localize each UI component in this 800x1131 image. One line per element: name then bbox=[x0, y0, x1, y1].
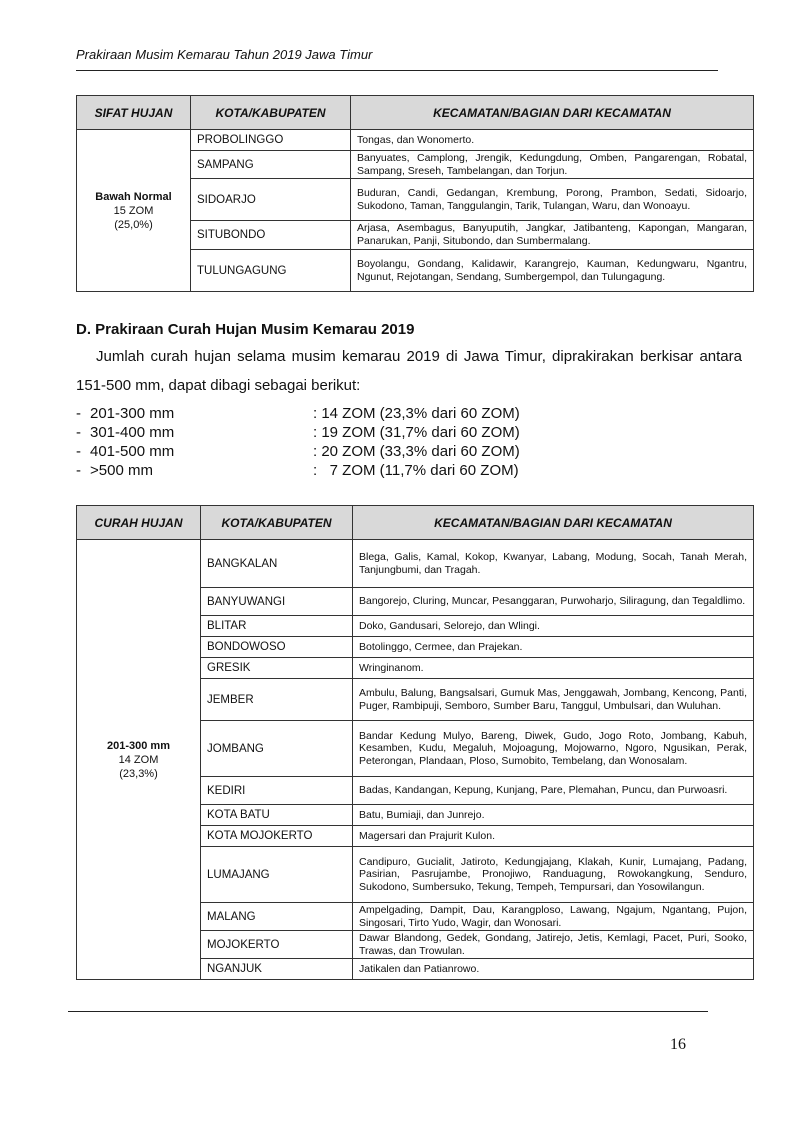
districts-cell: Blega, Galis, Kamal, Kokop, Kwanyar, Labang, Modung, Socah, Tanah Merah, Tanjungbumi, dan Tragah. bbox=[353, 540, 754, 588]
districts-cell: Ampelgading, Dampit, Dau, Karangploso, Lawang, Ngajum, Ngantang, Pujon, Singosari, Tirto Yudo, Wagir, dan Wonosari. bbox=[353, 903, 754, 931]
list-item bbox=[76, 423, 556, 442]
districts-cell: Banyuates, Camplong, Jrengik, Kedungdung, Omben, Pangarengan, Robatal, Sampang, Sreseh, Tambelangan, dan Torjun. bbox=[351, 151, 754, 179]
table-row bbox=[77, 540, 754, 588]
districts-cell: Candipuro, Gucialit, Jatiroto, Kedungjajang, Klakah, Kunir, Lumajang, Padang, Pasirian, Pasrujambe, Pronojiwo, Randuagung, Rowokangkung, Senduro, Sukodono, Sumbersuko, Tekung, Tempeh, Tempursari, dan Yosowilangun. bbox=[353, 847, 754, 903]
city-cell: GRESIK bbox=[201, 658, 353, 679]
table-header-row bbox=[77, 96, 754, 130]
districts-cell: Buduran, Candi, Gedangan, Krembung, Porong, Prambon, Sedati, Sidoarjo, Sukodono, Taman, Tanggulangin, Tarik, Tulangan, Waru, dan Wonoayu. bbox=[351, 179, 754, 221]
running-header: Prakiraan Musim Kemarau Tahun 2019 Jawa Timur bbox=[76, 47, 373, 62]
category-name: Bawah Normal bbox=[95, 190, 172, 203]
range-value: : 19 ZOM (31,7% dari 60 ZOM) bbox=[313, 424, 520, 441]
page-number: 16 bbox=[670, 1036, 686, 1053]
city-cell: JOMBANG bbox=[201, 721, 353, 777]
column-header: KOTA/KABUPATEN bbox=[201, 506, 353, 540]
city-cell: PROBOLINGGO bbox=[191, 130, 351, 151]
header-rule bbox=[76, 70, 718, 71]
list-dash: - bbox=[76, 405, 81, 422]
list-item bbox=[76, 404, 556, 423]
column-header: KECAMATAN/BAGIAN DARI KECAMATAN bbox=[353, 506, 754, 540]
districts-cell: Jatikalen dan Patianrowo. bbox=[353, 959, 754, 980]
districts-cell: Boyolangu, Gondang, Kalidawir, Karangrejo, Kauman, Kedungwaru, Ngantru, Ngunut, Rejotangan, Sendang, Sumbergempol, dan Tulungagung. bbox=[351, 250, 754, 292]
city-cell: BONDOWOSO bbox=[201, 637, 353, 658]
category-cell bbox=[77, 130, 191, 292]
table-header-row bbox=[77, 506, 754, 540]
city-cell: KEDIRI bbox=[201, 777, 353, 805]
list-item bbox=[76, 442, 556, 461]
districts-cell: Dawar Blandong, Gedek, Gondang, Jatirejo, Jetis, Kemlagi, Pacet, Puri, Sooko, Trawas, dan Trowulan. bbox=[353, 931, 754, 959]
city-cell: MOJOKERTO bbox=[201, 931, 353, 959]
city-cell: SITUBONDO bbox=[191, 221, 351, 250]
districts-cell: Botolinggo, Cermee, dan Prajekan. bbox=[353, 637, 754, 658]
category-percent: (25,0%) bbox=[114, 218, 153, 231]
list-dash: - bbox=[76, 443, 81, 460]
table-row bbox=[77, 130, 754, 151]
districts-cell: Tongas, dan Wonomerto. bbox=[351, 130, 754, 151]
category-count: 15 ZOM bbox=[113, 204, 154, 217]
list-item bbox=[76, 461, 556, 480]
districts-cell: Magersari dan Prajurit Kulon. bbox=[353, 826, 754, 847]
city-cell: NGANJUK bbox=[201, 959, 353, 980]
city-cell: TULUNGAGUNG bbox=[191, 250, 351, 292]
column-header: CURAH HUJAN bbox=[77, 506, 201, 540]
range-label: 401-500 mm bbox=[90, 443, 175, 460]
range-value: : 20 ZOM (33,3% dari 60 ZOM) bbox=[313, 443, 520, 460]
districts-cell: Batu, Bumiaji, dan Junrejo. bbox=[353, 805, 754, 826]
column-header: SIFAT HUJAN bbox=[77, 96, 191, 130]
districts-cell: Arjasa, Asembagus, Banyuputih, Jangkar, Jatibanteng, Kapongan, Mangaran, Panarukan, Panji, Situbondo, dan Sumbermalang. bbox=[351, 221, 754, 250]
city-cell: JEMBER bbox=[201, 679, 353, 721]
city-cell: LUMAJANG bbox=[201, 847, 353, 903]
districts-cell: Badas, Kandangan, Kepung, Kunjang, Pare, Plemahan, Puncu, dan Purwoasri. bbox=[353, 777, 754, 805]
range-label: >500 mm bbox=[90, 462, 153, 479]
city-cell: BANYUWANGI bbox=[201, 588, 353, 616]
section-heading: D. Prakiraan Curah Hujan Musim Kemarau 2019 bbox=[76, 321, 415, 338]
rainfall-range-list bbox=[76, 404, 556, 480]
rainfall-nature-table bbox=[76, 95, 754, 292]
range-label: 301-400 mm bbox=[90, 424, 175, 441]
districts-cell: Wringinanom. bbox=[353, 658, 754, 679]
city-cell: BLITAR bbox=[201, 616, 353, 637]
districts-cell: Bangorejo, Cluring, Muncar, Pesanggaran, Purwoharjo, Siliragung, dan Tegaldlimo. bbox=[353, 588, 754, 616]
rainfall-amount-table bbox=[76, 505, 754, 980]
range-value: : 7 ZOM (11,7% dari 60 ZOM) bbox=[313, 462, 519, 479]
range-label: 201-300 mm bbox=[90, 405, 175, 422]
city-cell: SIDOARJO bbox=[191, 179, 351, 221]
category-percent: (23,3%) bbox=[119, 767, 158, 780]
category-name: 201-300 mm bbox=[107, 739, 170, 752]
city-cell: MALANG bbox=[201, 903, 353, 931]
category-count: 14 ZOM bbox=[118, 753, 159, 766]
footer-rule bbox=[68, 1011, 708, 1012]
category-cell bbox=[77, 540, 201, 980]
range-value: : 14 ZOM (23,3% dari 60 ZOM) bbox=[313, 405, 520, 422]
column-header: KOTA/KABUPATEN bbox=[191, 96, 351, 130]
column-header: KECAMATAN/BAGIAN DARI KECAMATAN bbox=[351, 96, 754, 130]
list-dash: - bbox=[76, 462, 81, 479]
list-dash: - bbox=[76, 424, 81, 441]
city-cell: BANGKALAN bbox=[201, 540, 353, 588]
city-cell: KOTA MOJOKERTO bbox=[201, 826, 353, 847]
districts-cell: Doko, Gandusari, Selorejo, dan Wlingi. bbox=[353, 616, 754, 637]
districts-cell: Ambulu, Balung, Bangsalsari, Gumuk Mas, Jenggawah, Jombang, Kencong, Panti, Puger, Rambipuji, Semboro, Sumber Baru, Tanggul, Umbulsari, dan Wuluhan. bbox=[353, 679, 754, 721]
city-cell: SAMPANG bbox=[191, 151, 351, 179]
districts-cell: Bandar Kedung Mulyo, Bareng, Diwek, Gudo, Jogo Roto, Jombang, Kabuh, Kesamben, Kudu, Megaluh, Mojoagung, Mojowarno, Ngoro, Ngusikan, Perak, Peterongan, Plandaan, Ploso, Sumobito, Tembelang, dan Wonosalam. bbox=[353, 721, 754, 777]
city-cell: KOTA BATU bbox=[201, 805, 353, 826]
section-paragraph: Jumlah curah hujan selama musim kemarau 2019 di Jawa Timur, diprakirakan berkisar antara 151-500 mm, dapat dibagi sebagai berikut: bbox=[76, 348, 742, 394]
